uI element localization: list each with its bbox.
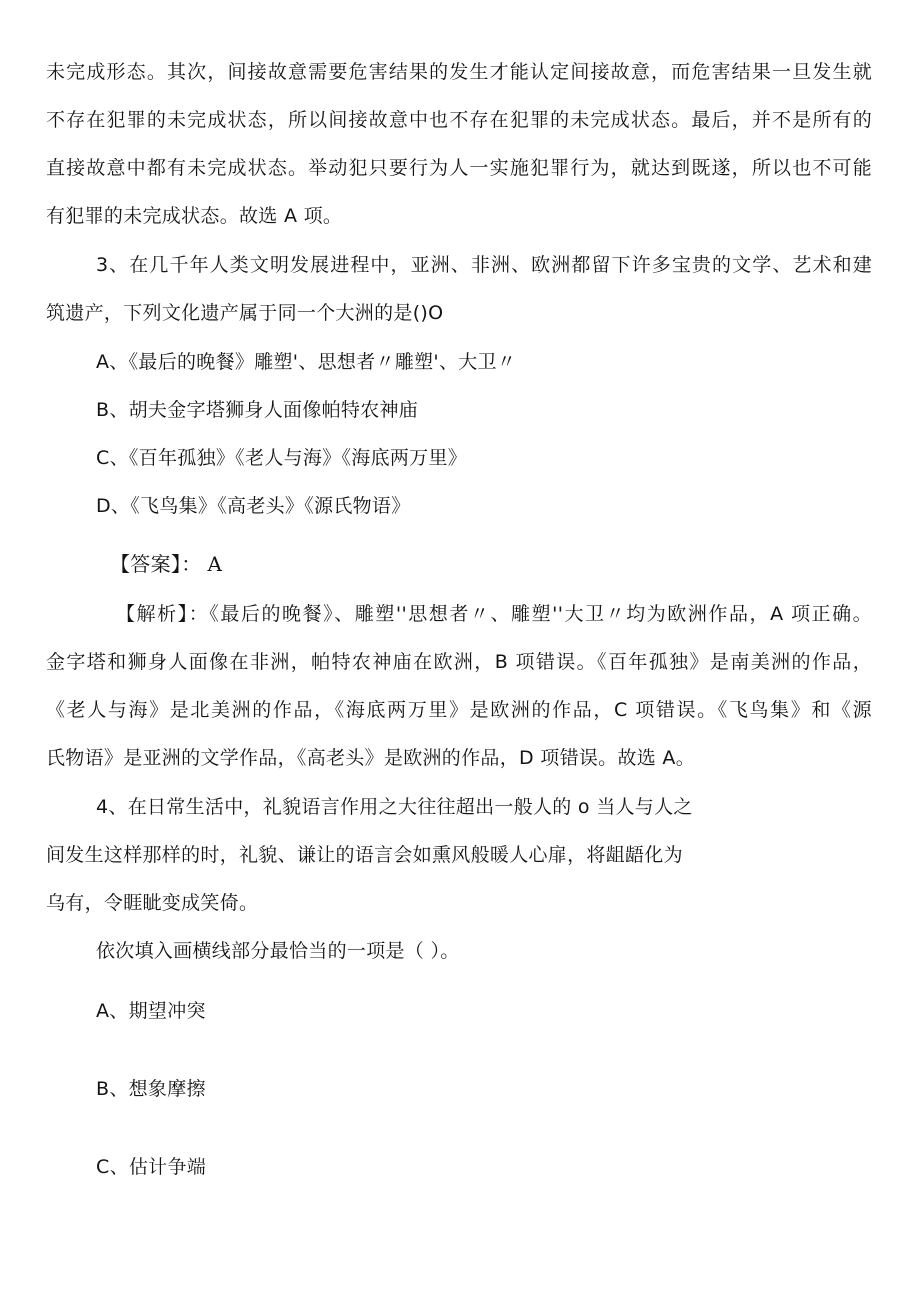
answer-label: 【答案】： — [110, 552, 202, 576]
question-4-stem: 4、在日常生活中，礼貌语言作用之大往往超出一般人的 o 当人与人之 — [96, 796, 693, 818]
question-3-option-a: A、《最后的晚餐》雕塑'、思想者〃雕塑'、大卫〃 — [96, 351, 517, 373]
question-4-option-c: C、估计争端 — [96, 1156, 207, 1178]
question-4-option-b: B、想象摩擦 — [96, 1078, 206, 1100]
question-3-option-d: D、《飞鸟集》《高老头》《源氏物语》 — [96, 495, 411, 517]
paragraph-line: 不存在犯罪的未完成状态，所以间接故意中也不存在犯罪的未完成状态。最后，并不是所有的 — [46, 109, 872, 131]
paragraph-line: 直接故意中都有未完成状态。举动犯只要行为人一实施犯罪行为，就达到既遂，所以也不可能 — [46, 157, 872, 179]
question-4-stem: 乌有，令睚眦变成笑倚。 — [46, 892, 259, 914]
answer-value: A — [207, 552, 223, 576]
question-3-analysis: 《老人与海》是北美洲的作品，《海底两万里》是欧洲的作品，C 项错误。《飞鸟集》和《源 — [46, 699, 872, 721]
question-3-option-c: C、《百年孤独》《老人与海》《海底两万里》 — [96, 447, 468, 469]
question-3-stem: 筑遗产，下列文化遗产属于同一个大洲的是()O — [46, 302, 444, 324]
question-3-analysis: 【解析】：《最后的晚餐》、雕塑''思想者〃、雕塑''大卫〃均为欧洲作品，A 项正确。 — [116, 603, 872, 625]
question-4-option-a: A、期望冲突 — [96, 1000, 206, 1022]
question-3-stem: 3、在几千年人类文明发展进程中，亚洲、非洲、欧洲都留下许多宝贵的文学、艺术和建 — [96, 254, 872, 276]
question-4-instruction: 依次填入画横线部分最恰当的一项是（ ）。 — [96, 940, 460, 962]
question-4-stem: 间发生这样那样的时，礼貌、谦让的语言会如熏风般暖人心扉，将龃龉化为 — [46, 844, 683, 866]
question-3-analysis: 氏物语》是亚洲的文学作品，《高老头》是欧洲的作品，D 项错误。故选 A。 — [46, 747, 696, 769]
question-3-option-b: B、胡夫金字塔狮身人面像帕特农神庙 — [96, 399, 419, 421]
question-3-answer — [110, 552, 222, 576]
question-3-analysis: 金字塔和狮身人面像在非洲，帕特农神庙在欧洲，B 项错误。《百年孤独》是南美洲的作品， — [46, 651, 872, 673]
paragraph-line: 有犯罪的未完成状态。故选 A 项。 — [46, 205, 343, 227]
paragraph-line: 未完成形态。其次，间接故意需要危害结果的发生才能认定间接故意，而危害结果一旦发生就 — [46, 61, 872, 83]
